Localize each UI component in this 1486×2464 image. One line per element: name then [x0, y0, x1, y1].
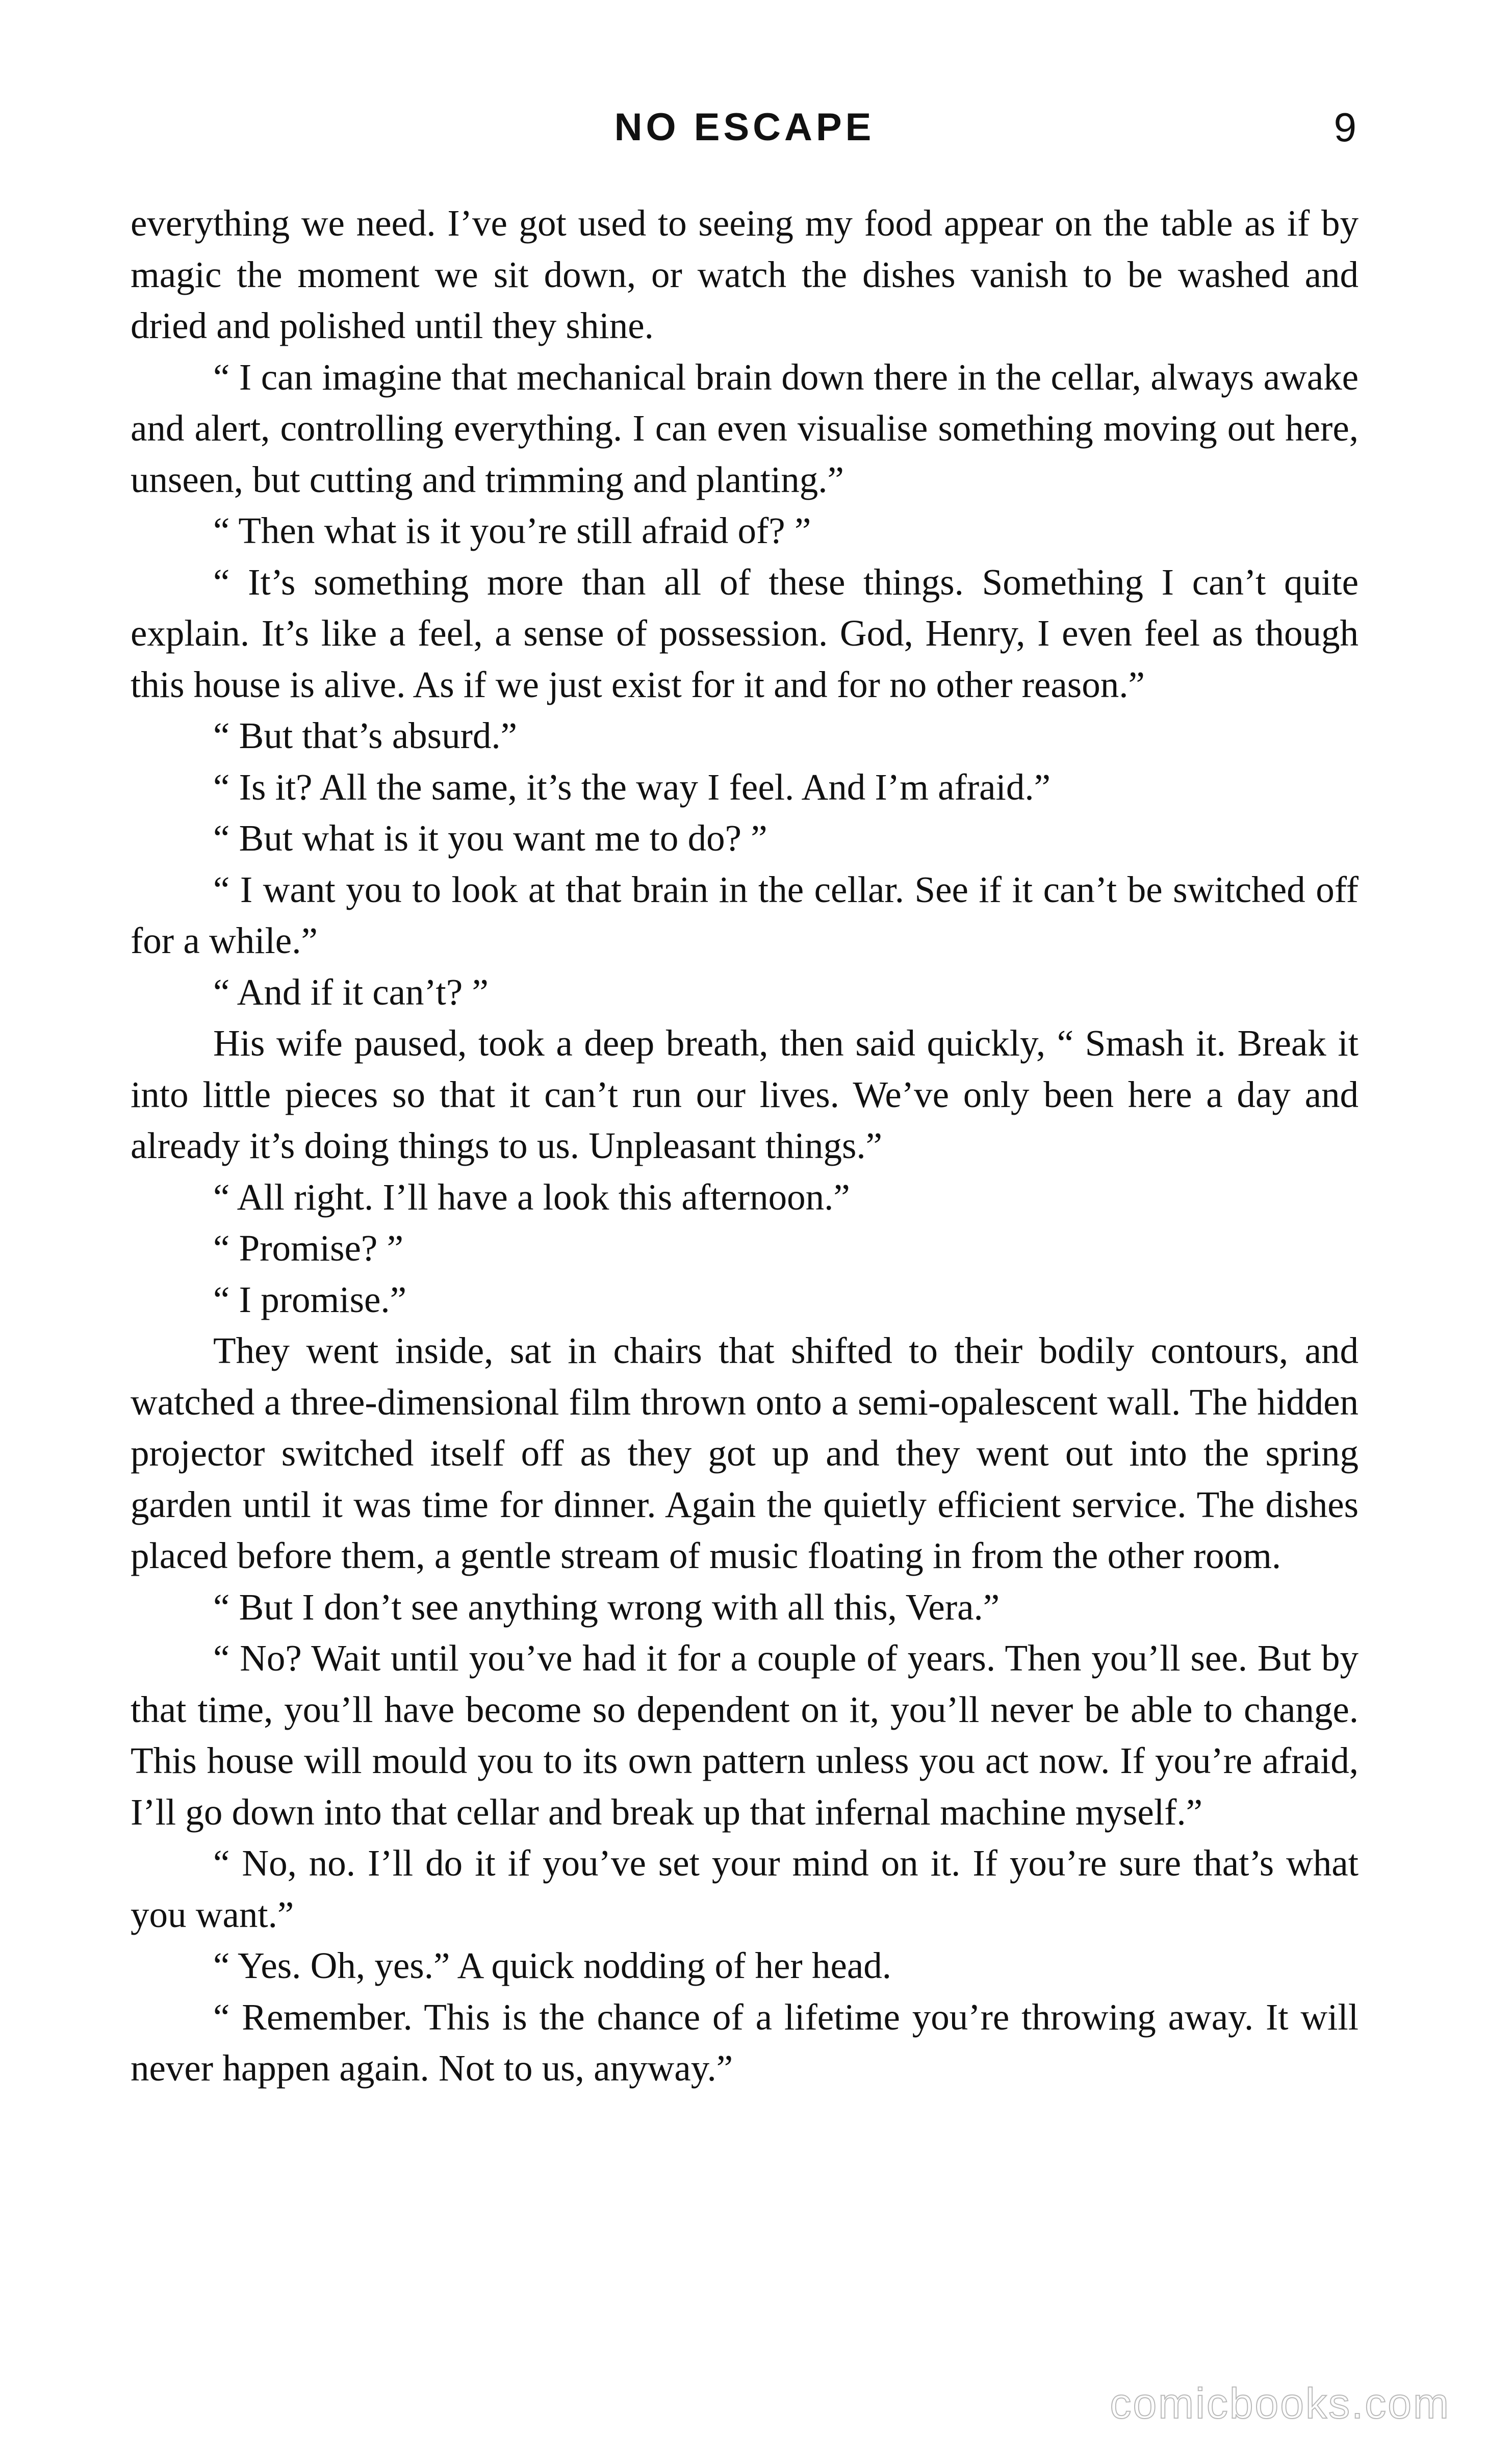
- paragraph-16: “ No? Wait until you’ve had it for a couple of years. Then you’ll see. But by that time, you’ll have become so dependent on it, you’ll never be able to change. This house will mould you to its own pattern unless you act now. If you’re afraid, I’ll go down into that cellar and break up that infernal machine myself.”: [131, 1637, 1359, 1833]
- running-title: NO ESCAPE: [614, 106, 875, 149]
- paragraph-4: “ It’s something more than all of these things. Something I can’t quite explain. It’s like a feel, a sense of possession. God, Henry, I even feel as though this house is alive. As if we just exist for it and for no other reason.”: [131, 561, 1359, 705]
- body-text: [131, 198, 1359, 2094]
- paragraph-8: “ I want you to look at that brain in the cellar. See if it can’t be switched off for a while.”: [131, 868, 1359, 961]
- paragraph-7: “ But what is it you want me to do? ”: [213, 817, 767, 859]
- paragraph-2: “ I can imagine that mechanical brain down there in the cellar, always awake and alert, controlling everything. I can even visualise something moving out here, unseen, but cutting and trimming and planting.”: [131, 356, 1359, 500]
- paragraph-9: “ And if it can’t? ”: [213, 971, 489, 1013]
- paragraph-15: “ But I don’t see anything wrong with all this, Vera.”: [213, 1586, 1000, 1628]
- paragraph-14: They went inside, sat in chairs that shifted to their bodily contours, and watched a three-dimensional film thrown onto a semi-opalescent wall. The hidden projector switched itself off as they got up and they went out into the spring garden until it was time for dinner. Again the quietly efficient service. The dishes placed before them, a gentle stream of music floating in from the other room.: [131, 1330, 1359, 1576]
- paragraph-17: “ No, no. I’ll do it if you’ve set your mind on it. If you’re sure that’s what you want.”: [131, 1842, 1359, 1935]
- paragraph-3: “ Then what is it you’re still afraid of? ”: [213, 510, 811, 551]
- paragraph-18: “ Yes. Oh, yes.” A quick nodding of her head.: [213, 1945, 892, 1986]
- page-number: 9: [1334, 105, 1356, 150]
- paragraph-19: “ Remember. This is the chance of a lifetime you’re throwing away. It will never happen again. Not to us, anyway.”: [131, 1996, 1359, 2089]
- paragraph-11: “ All right. I’ll have a look this afternoon.”: [213, 1176, 850, 1218]
- source-watermark: comicbooks.com: [1110, 2379, 1450, 2427]
- page-header: [133, 99, 1356, 156]
- paragraph-5: “ But that’s absurd.”: [213, 715, 518, 756]
- paragraph-6: “ Is it? All the same, it’s the way I feel. And I’m afraid.”: [213, 766, 1051, 808]
- paragraph-13: “ I promise.”: [213, 1278, 407, 1320]
- paragraph-12: “ Promise? ”: [213, 1227, 403, 1269]
- paragraph-10: His wife paused, took a deep breath, then said quickly, “ Smash it. Break it into little pieces so that it can’t run our lives. We’ve only been here a day and already it’s doing things to us. Unpleasant things.”: [131, 1022, 1359, 1166]
- paragraph-1: everything we need. I’ve got used to seeing my food appear on the table as if by magic the moment we sit down, or watch the dishes vanish to be washed and dried and polished until they shine.: [131, 202, 1359, 346]
